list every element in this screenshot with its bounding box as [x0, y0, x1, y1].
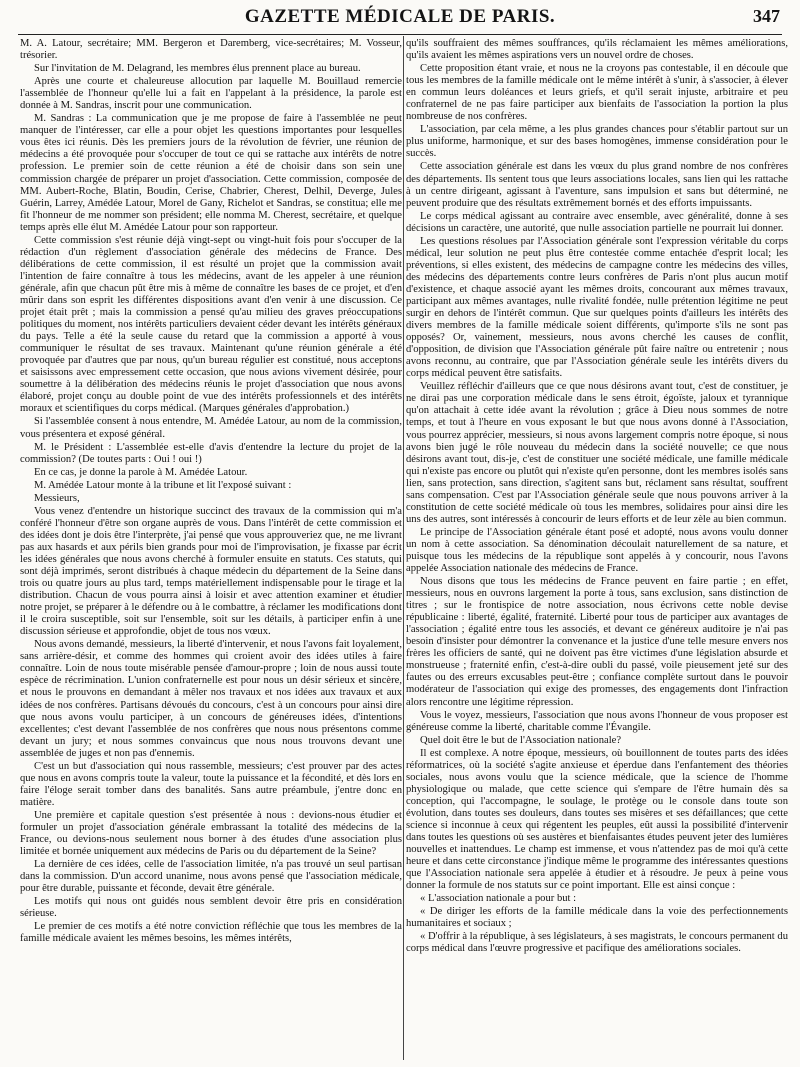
paragraph: Nous disons que tous les médecins de France peuvent en faire partie ; en effet, messieurs, nous en ouvrons largement la porte à tous, sans exclusion, sans distinction de titres ; sur le frontispice de notre association, nous écrivons cette noble devise républicaine : liberté, égalité, fraternité. Liberté pour tous de participer aux avantages de l'association ; égalité entre tous les associés, et devant ce généreux auditoire je n'ai pas besoin d'insister pour démontrer la convenance et la justice d'une telle mesure envers nos frères les officiers de santé, qui ne doivent pas être victimes d'une législation absurde et monstrueuse ; fraternité enfin, c'est-à-dire oubli du passé, voile pieusement jeté sur des fautes ou des erreurs excusables peut-être ; confiance complète surtout dans le pouvoir modérateur de l'association qui exige des promesses, des engagements dont l'infraction alors rencontre une légitime répression.: [406, 576, 788, 708]
header-rule: [18, 34, 782, 35]
paragraph: Le premier de ces motifs a été notre conviction réfléchie que tous les membres de la famille médicale avaient les mêmes besoins, les mêmes intérêts,: [20, 921, 402, 945]
paragraph: Si l'assemblée consent à nous entendre, M. Amédée Latour, au nom de la commission, vous présentera et exposé général.: [20, 416, 402, 440]
paragraph: Il est complexe. A notre époque, messieurs, où bouillonnent de toutes parts des idées réformatrices, où la société s'agite anxieuse et éperdue dans l'enfantement des théories sociales, nous avons voulu que la science médicale, que la science de l'homme physiologique ou malade, que cette science qui s'empare de l'être humain dès sa conception, qui l'accompagne, le soulage, le protège ou le console dans toute son évolution, dans toutes ses douleurs, dans toutes ses misères et ses défaillances; que cette science si inconnue à ceux qui régentent les peuples, eût aussi la possibilité d'intervenir dans toutes les questions où ses austères et bienfaisantes études peuvent jeter des lumières nouvelles et inattendues. Le champ est immense, et vous n'attendez pas de moi qu'à cette heure et dans cette circonstance j'indique même le programme des intéressantes questions que l'Association nationale sera appelée à étudier et à résoudre. Je peux à peine vous donner la formule de nos statuts sur ce point important. Elle est ainsi conçue :: [406, 747, 788, 892]
paragraph: Cette proposition étant vraie, et nous ne la croyons pas contestable, il en découle que tous les membres de la famille médicale ont le même intérêt à s'unir, à s'associer, à élever en commun leurs doléances et leurs griefs, et qu'il serait injuste, arbitraire et peu confraternel de ne pas faire participer aux bienfaits de l'association la portion la plus nombreuse de nos confrères.: [406, 63, 788, 123]
paragraph: Messieurs,: [34, 492, 80, 504]
page-header: [18, 6, 782, 32]
paragraph: M. le Président : L'assemblée est-elle d'avis d'entendre la lecture du projet de la commission? (De toutes parts : Oui ! oui !): [20, 441, 402, 465]
paragraph: L'association, par cela même, a les plus grandes chances pour s'établir partout sur un plus uniforme, harmonique, et sur des bases homogènes, immense considération pour le succès.: [406, 124, 788, 160]
paragraph: Cette commission s'est réunie déjà vingt-sept ou vingt-huit fois pour s'occuper de la rédaction d'un règlement d'association générale des médecins de France. Des délibérations de cette commission, il est résulté un projet que la commission avait l'intention de faire connaître à tous les médecins, avant de les appeler à une réunion générale, afin que chacun pût être mis à même de connaître les bases de ce projet, et d'en mûrir dans son esprit les différentes dispositions avant d'en venir à une discussion. Ce projet était prêt ; mais la commission a pensé qu'au milieu des graves préoccupations politiques du moment, nos intérêts particuliers devaient céder devant les intérêts généraux du pays. Telle a été la seule cause du retard que la commission a apporté à vous communiquer le résultat de ses travaux. Maintenant qu'une réunion générale a été provoquée par d'autres que par nous, qu'un bureau régulier est constitué, nous acceptons et saisissons avec empressement cette occasion, que nous avions vivement désirée, pour soumettre à la délibération des médecins réunis le projet d'association que nous avons élaboré, projet conçu au double point de vue des intérêts professionnels et des intérêts moraux et scientifiques du corps médical. (Marques générales d'approbation.): [20, 234, 402, 415]
paragraph: En ce cas, je donne la parole à M. Amédée Latour.: [34, 466, 248, 478]
paragraph: Nous avons demandé, messieurs, la liberté d'intervenir, et nous l'avons fait loyalement, sans arrière-désir, et comme des hommes qui croient avoir des idées utiles à faire connaître. Loin de nous toute misérable pensée d'amour-propre ; loin de nous aussi toute espèce de récrimination. L'union confraternelle est pour nous un désir sérieux et sincère, et nous le prouvons en demandant à mêler nos travaux et nos idées aux travaux et aux idées de nos confrères. Partisans dévoués du concours, c'est à un concours pour ainsi dire que nous avons voulu participer, à un concours de généreuses idées, d'intentions excellentes; c'est devant l'assemblée de nos confrères que nous nous présentons comme devant un jury; et nous sommes convaincus que nous nous trouvons devant une assemblée de juges et non pas d'ennemis.: [20, 639, 402, 759]
journal-title: GAZETTE MÉDICALE DE PARIS.: [244, 6, 556, 27]
paragraph: Veuillez réfléchir d'ailleurs que ce que nous désirons avant tout, c'est de constituer, je ne dirai pas une corporation médicale dans le sens étroit, égoïste, jaloux et tyrannique qu'on attachait à cette idée avant la révolution ; grâce à Dieu nous sommes de notre temps, et tout à l'heure en vous exposant le but que nous avons donné à l'Association, vous pourrez apprécier, messieurs, si nous avons largement compris notre époque, si nous avons bien jugé le rôle nouveau du médecin dans la société nouvelle; ce que nous désirons avant tout, dis-je, c'est de constituer une société médicale, une famille médicale qui n'existe pas encore ou plutôt qui n'existe qu'en personne, dont les membres isolés sans lien, sans protection, sans direction, s'agitent sans but, réclament sans résultat, souffrent sans compensation. C'est par l'Association générale seule que nous pouvons arriver à la constitution de cette société médicale où tous les membres, solidaires pour ainsi dire les uns des autres, sont intéressés à concourir de leurs efforts et de leur zèle au bien commun.: [406, 381, 788, 525]
paragraph: Une première et capitale question s'est présentée à nous : devions-nous étudier et formuler un projet d'association générale embrassant la totalité des médecins de la France, ou devions-nous seulement nous borner à des études d'une association plus limitée et bornée uniquement aux médecins de Paris ou du département de la Seine?: [20, 809, 402, 858]
paragraph: Le corps médical agissant au contraire avec ensemble, avec généralité, donne à ses décisions un caractère, une autorité, que nulle association partielle ne pourrait lui donner.: [406, 210, 788, 234]
paragraph: Cette association générale est dans les vœux du plus grand nombre de nos confrères des départements. Ils sentent tous que leurs associations locales, sans lien qui les rattache à un centre dirigeant, agissant à l'aventure, sans impulsion et sans but déterminé, ne peuvent produire que des résultats extrêmement bornés et des efforts impuissants.: [406, 161, 788, 209]
paragraph: « L'association nationale a pour but :: [420, 893, 577, 905]
paragraph: M. Sandras : La communication que je me propose de faire à l'assemblée ne peut manquer de l'intéresser, car elle a pour objet les questions importantes pour lesquelles vous êtes ici réunis. Dès les premiers jours de la révolution de février, une réunion de médecins a été provoquée pour s'occuper de tout ce qui se rattache aux intérêts de notre profession. Le premier soin de cette réunion a été de choisir dans son sein une commission chargée de préparer un projet d'association. Cette commission, composée de MM. Aubert-Roche, Blatin, Boudin, Cerise, Chabrier, Cherest, Delhil, Deverge, Jules Guérin, Larrey, Amédée Latour, Morel de Gany, Richelot et Sandras, se constitua; elle me fit l'honneur de me nommer son président; elle nomma M. Cherest, secrétaire, et quelque temps après elle élut M. Amédée Latour pour son rapporteur.: [20, 113, 402, 233]
paragraph: Vous venez d'entendre un historique succinct des travaux de la commission qui m'a conféré l'honneur d'être son organe auprès de vous. Dans l'intérêt de cette commission et des idées dont je dois être l'interprète, j'ai pensé que vous approuveriez que, ne me livrant pas aux hasards et aux périls bien grands pour moi de l'improvisation, je fixasse par écrit les idées générales que nous avons cherché à formuler ensuite en statuts. Ces statuts, qui sont déjà imprimés, seront distribués à chaque médecin du département de la Seine dans trois ou quatre jours au plus tard, temps matériellement indispensable pour le tirage et la distribution. Chacun de vous pourra ainsi à loisir et avec attention examiner et étudier notre projet, se préparer à le défendre ou à le combattre, à réclamer les modifications dont il le croira susceptible, soit sur l'ensemble, soit sur les détails, à participer enfin à une discussion sérieuse et approfondie, objet de tous nos vœux.: [20, 505, 402, 638]
paragraph: « D'offrir à la république, à ses législateurs, à ses magistrats, le concours permanent du corps médical dans l'œuvre progressive et pacifique des améliorations sociales.: [406, 931, 788, 955]
column-divider: [403, 36, 404, 1060]
paragraph: « De diriger les efforts de la famille médicale dans la voie des perfectionnements humanitaires et sociaux ;: [406, 906, 788, 930]
left-column: [20, 38, 402, 1058]
right-column: [406, 38, 788, 1058]
paragraph: qu'ils souffraient des mêmes souffrances, qu'ils réclamaient les mêmes améliorations, qu'ils avaient les mêmes aspirations vers un nouvel ordre de choses.: [406, 38, 788, 62]
paragraph: M. A. Latour, secrétaire; MM. Bergeron et Daremberg, vice-secrétaires; M. Vosseur, trésorier.: [20, 38, 402, 62]
paragraph: La dernière de ces idées, celle de l'association limitée, n'a pas trouvé un seul partisan dans la commission. D'un accord unanime, nous avons pensé que l'association médicale, pour être durable, puissante et féconde, devait être générale.: [20, 859, 402, 895]
paragraph: Sur l'invitation de M. Delagrand, les membres élus prennent place au bureau.: [34, 63, 361, 75]
paragraph: Les motifs qui nous ont guidés nous semblent devoir être pris en considération sérieuse.: [20, 896, 402, 920]
paragraph: M. Amédée Latour monte à la tribune et lit l'exposé suivant :: [34, 479, 292, 491]
paragraph: Le principe de l'Association générale étant posé et adopté, nous avons voulu donner un nom à cette association. Sa dénomination découlait naturellement de sa nature, et puisque tous les médecins de la république sont appelés à y concourir, nous l'avons appelée Association nationale des médecins de France.: [406, 526, 788, 575]
paragraph: Vous le voyez, messieurs, l'association que nous avons l'honneur de vous proposer est généreuse comme la liberté, charitable comme l'Évangile.: [406, 709, 788, 733]
page-number: 347: [753, 6, 780, 26]
paragraph: Quel doit être le but de l'Association nationale?: [420, 734, 622, 746]
paragraph: Les questions résolues par l'Association générale sont l'expression véritable du corps médical, leur solution ne peut plus être contestée comme entachée d'esprit local; les préventions, si elles existent, des médecins de campagne contre les médecins des villes, des médecins des départements contre leurs confrères de Paris n'ont plus aucun motif d'existence, et chaque associé ayant les mêmes droits, concourant aux mêmes travaux, participant aux mêmes avantages, nulle rivalité fondée, nulle prétention légitime ne peut surgir en dehors de l'intérêt commun. Que sur quelques points d'ailleurs les intérêts des divers membres de la famille médicale soient différents, qu'importe s'ils ne sont pas opposés? Or, vainement, messieurs, nous avons cherché les causes de conflit, d'opposition, de division que l'Association générale pût faire naître ou entretenir ; nous avons reconnu, au contraire, que par l'Association générale seule les intérêts divers du corps médical peuvent être satisfaits.: [406, 235, 788, 380]
paragraph: C'est un but d'association qui nous rassemble, messieurs; c'est prouver par des actes que nous en avons compris toute la valeur, toute la puissance et la fécondité, et dès lors en faire l'éloge serait tomber dans des banalités. Sans autre préambule, j'entre donc en matière.: [20, 760, 402, 808]
paragraph: Après une courte et chaleureuse allocution par laquelle M. Bouillaud remercie l'assemblée de l'honneur qu'elle lui a fait en l'appelant à la présidence, la parole est donnée à M. Sandras, inscrit pour une communication.: [20, 76, 402, 112]
